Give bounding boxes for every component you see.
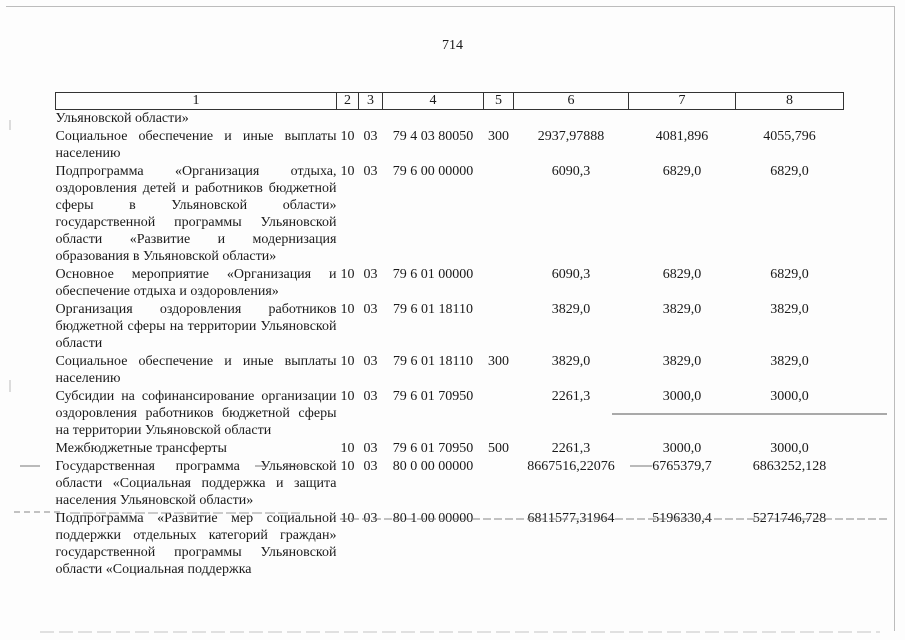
row-value-6-cell: 2261,3: [551, 441, 591, 456]
table-row: [56, 300, 844, 352]
row-expense-type-cell: 500: [488, 441, 509, 456]
row-name-cell: Межбюджетные трансферты: [55, 441, 227, 456]
row-value-8-cell: 3000,0: [770, 389, 809, 404]
column-header-8: 8: [736, 93, 844, 110]
row-value-8-cell: [736, 110, 844, 128]
table-row: [56, 127, 844, 162]
row-value-6-cell: 6090,3: [551, 164, 591, 179]
row-value-6-cell: 8667516,22076: [527, 459, 615, 474]
row-value-7-cell: 6829,0: [662, 267, 702, 282]
row-value-8-cell: 6829,0: [770, 267, 809, 282]
row-article-cell: 79 6 01 70950: [392, 389, 474, 404]
row-value-6-cell: 3829,0: [551, 302, 591, 317]
row-value-7-cell: 3829,0: [662, 354, 702, 369]
column-header-3: 3: [359, 93, 383, 110]
row-expense-type-cell: [484, 110, 514, 128]
row-value-7-cell: [629, 110, 736, 128]
row-expense-type-cell: [484, 457, 514, 509]
column-header-4: 4: [383, 93, 484, 110]
column-header-row: [56, 93, 844, 110]
row-subsection-cell: 03: [363, 267, 378, 282]
row-section-cell: 10: [340, 302, 355, 317]
table-row: [56, 439, 844, 457]
column-header-7: 7: [629, 93, 736, 110]
row-subsection-cell: 03: [363, 129, 378, 144]
row-expense-type-cell: 300: [488, 129, 509, 144]
row-name-cell: Основное мероприятие «Организация и обеспечение отдыха и оздоровления»: [55, 267, 337, 299]
row-value-7-cell: 3829,0: [662, 302, 702, 317]
row-value-7-cell: 5196330,4: [652, 511, 712, 526]
column-header-2: 2: [337, 93, 359, 110]
row-section-cell: 10: [340, 164, 355, 179]
row-section-cell: 10: [340, 267, 355, 282]
column-header-1: 1: [56, 93, 337, 110]
row-subsection-cell: 03: [363, 511, 378, 526]
row-value-7-cell: 3000,0: [662, 389, 702, 404]
row-value-7-cell: 6765379,7: [652, 459, 712, 474]
row-name-cell: Социальное обеспечение и иные выплаты населению: [55, 129, 337, 161]
row-value-8-cell: 3000,0: [770, 441, 809, 456]
row-article-cell: 79 6 01 18110: [393, 302, 473, 317]
row-name-cell: Подпрограмма «Организация отдыха, оздоровления детей и работников бюджетной сферы в Ульяновской области» государственной программы Ульяновской области «Развитие и модернизация образования в Ульяновской области»: [55, 164, 337, 264]
row-value-7-cell: 4081,896: [655, 129, 709, 144]
row-article-cell: 79 6 01 70950: [392, 441, 474, 456]
row-section-cell: 10: [340, 389, 355, 404]
row-subsection-cell: 03: [363, 459, 378, 474]
row-value-8-cell: 5271746,728: [752, 511, 827, 526]
row-expense-type-cell: [484, 387, 514, 439]
row-value-7-cell: 6829,0: [662, 164, 702, 179]
table-row: [56, 509, 844, 578]
table-row: [56, 162, 844, 265]
row-value-6-cell: 3829,0: [551, 354, 591, 369]
row-subsection-cell: 03: [363, 164, 378, 179]
row-article-cell: 79 6 01 18110: [393, 354, 473, 369]
row-expense-type-cell: [484, 509, 514, 578]
row-value-8-cell: 4055,796: [763, 129, 816, 144]
table-row: [56, 387, 844, 439]
row-subsection-cell: 03: [363, 354, 378, 369]
row-subsection-cell: 03: [363, 441, 378, 456]
column-header-5: 5: [484, 93, 514, 110]
row-value-8-cell: 3829,0: [770, 354, 809, 369]
row-name-cell: Подпрограмма «Развитие мер социальной поддержки отдельных категорий граждан» государственной программы Ульяновской области «Социальная поддержка: [55, 511, 337, 577]
table-row: [56, 457, 844, 509]
row-name-cell: Субсидии на софинансирование организации оздоровления работников бюджетной сферы на территории Ульяновской области: [55, 389, 337, 438]
row-article-cell: 79 6 00 00000: [392, 164, 474, 179]
table-row: [56, 265, 844, 300]
row-expense-type-cell: 300: [488, 354, 509, 369]
row-name-cell: Государственная программа Ульяновской области «Социальная поддержка и защита населения Ульяновской области»: [55, 459, 337, 508]
row-subsection-cell: 03: [363, 389, 378, 404]
row-article-cell: [383, 110, 484, 128]
row-value-8-cell: 6863252,128: [752, 459, 827, 474]
row-article-cell: 79 6 01 00000: [392, 267, 474, 282]
row-section-cell: 10: [340, 129, 355, 144]
row-expense-type-cell: [484, 300, 514, 352]
row-value-8-cell: 6829,0: [770, 164, 809, 179]
row-section-cell: 10: [340, 441, 355, 456]
page-number: 714: [442, 38, 463, 53]
row-section-cell: 10: [340, 354, 355, 369]
row-article-cell: 79 4 03 80050: [392, 129, 474, 144]
row-value-6-cell: [514, 110, 629, 128]
row-name-cell: Социальное обеспечение и иные выплаты населению: [55, 354, 337, 386]
budget-table: [55, 92, 844, 578]
table-row: [56, 352, 844, 387]
row-value-7-cell: 3000,0: [662, 441, 702, 456]
row-value-6-cell: 6811577,31964: [527, 511, 615, 526]
row-article-cell: 80 0 00 00000: [392, 459, 474, 474]
row-section-cell: [337, 110, 359, 128]
row-section-cell: 10: [340, 459, 355, 474]
row-subsection-cell: 03: [363, 302, 378, 317]
row-subsection-cell: [359, 110, 383, 128]
row-expense-type-cell: [484, 265, 514, 300]
row-section-cell: 10: [340, 511, 355, 526]
table-row: [56, 110, 844, 128]
row-article-cell: 80 1 00 00000: [392, 511, 474, 526]
row-name-cell: Ульяновской области»: [55, 111, 189, 126]
row-value-8-cell: 3829,0: [770, 302, 809, 317]
row-name-cell: Организация оздоровления работников бюджетной сферы на территории Ульяновской области: [55, 302, 337, 351]
column-header-6: 6: [514, 93, 629, 110]
row-value-6-cell: 2937,97888: [537, 129, 605, 144]
row-value-6-cell: 6090,3: [551, 267, 591, 282]
row-value-6-cell: 2261,3: [551, 389, 591, 404]
row-expense-type-cell: [484, 162, 514, 265]
table-body: [56, 110, 844, 579]
